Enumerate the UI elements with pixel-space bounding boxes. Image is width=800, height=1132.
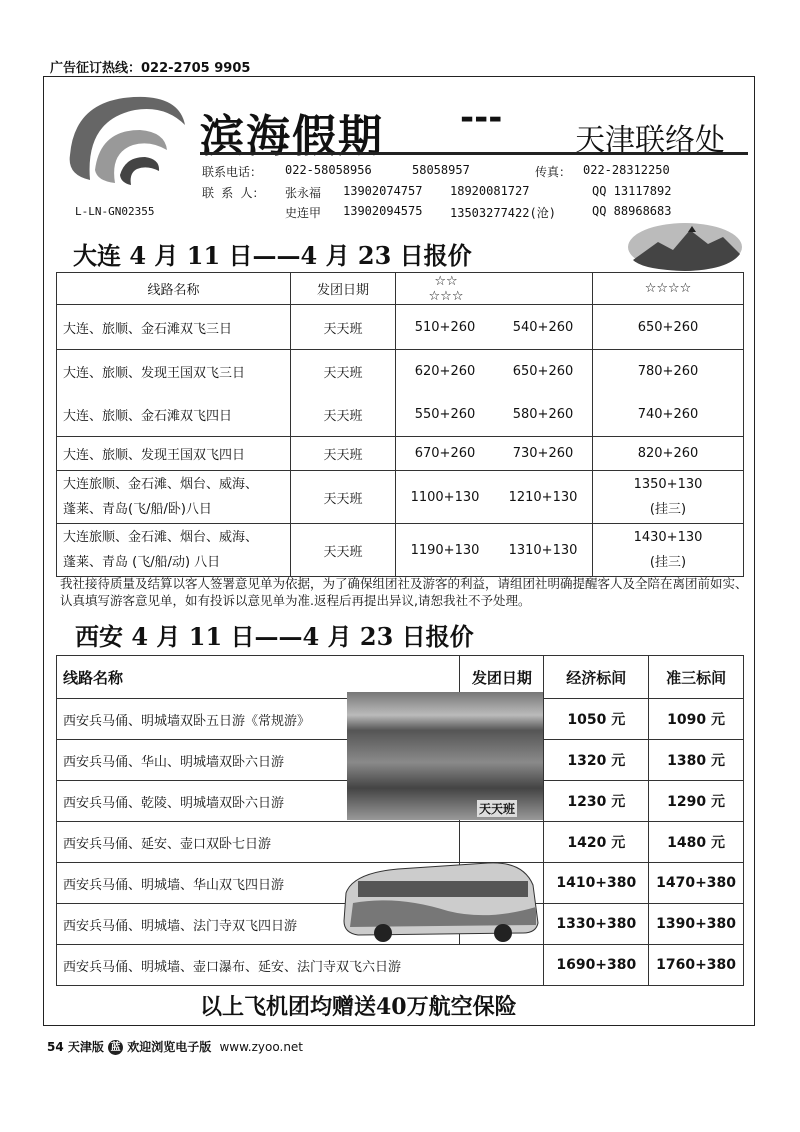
route-cell: 西安兵马俑、明城墙、法门寺双飞四日游 xyxy=(57,904,460,945)
route-cell: 西安兵马俑、明城墙、华山双飞四日游 xyxy=(57,863,460,904)
price-cell: 650+260 xyxy=(494,350,593,394)
date-cell: 天天班 xyxy=(291,305,396,350)
price-cell: 1210+130 xyxy=(494,471,593,524)
header-two-star: ☆☆ xyxy=(434,273,458,289)
route-cell xyxy=(57,524,291,577)
xian-section-title: 西安 4 月 11 日——4 月 23 日报价 xyxy=(75,622,474,651)
date-cell: 天天班 xyxy=(291,394,396,437)
table-row xyxy=(57,524,744,577)
standard-price: 1090 元 xyxy=(649,699,744,740)
date-cell: 天天班 xyxy=(291,524,396,577)
dalian-price-table xyxy=(56,272,744,577)
route-cell: 大连、旅顺、金石滩双飞三日 xyxy=(57,305,291,350)
office-subtitle: 天津联络处 xyxy=(575,123,725,158)
ad-hotline: 广告征订热线：022-2705 9905 xyxy=(50,61,251,76)
date-cell: 天天班 xyxy=(291,437,396,471)
header-route: 线路名称 xyxy=(57,656,460,699)
economy-price: 1690+380 xyxy=(544,945,649,986)
header-economy: 经济标间 xyxy=(544,656,649,699)
swirl-logo xyxy=(55,85,190,190)
economy-price: 1050 元 xyxy=(544,699,649,740)
header-date: 发团日期 xyxy=(460,656,544,699)
route-cell: 大连、旅顺、发现王国双飞四日 xyxy=(57,437,291,471)
page-number: 54 天津版 xyxy=(47,1040,104,1054)
route-cell: 西安兵马俑、乾陵、明城墙双卧六日游 xyxy=(57,781,460,822)
standard-price: 1290 元 xyxy=(649,781,744,822)
economy-price: 1410+380 xyxy=(544,863,649,904)
price-value: 1430+130 xyxy=(633,530,703,545)
contact-mobile: 13503277422(沧) xyxy=(450,206,556,220)
route-cell: 西安兵马俑、华山、明城墙双卧六日游 xyxy=(57,740,460,781)
header-date: 发团日期 xyxy=(291,273,396,305)
bus-photo xyxy=(338,855,548,943)
table-row xyxy=(57,305,744,350)
economy-price: 1420 元 xyxy=(544,822,649,863)
header-three-star: ☆☆☆ xyxy=(428,288,464,304)
header-four-star: ☆☆☆☆ xyxy=(593,273,744,305)
route-cell: 西安兵马俑、延安、壶口双卧七日游 xyxy=(57,822,460,863)
price-cell: 670+260 xyxy=(396,437,495,471)
phone-1: 022-58058956 xyxy=(285,163,372,177)
table-row xyxy=(57,350,744,394)
standard-price: 1470+380 xyxy=(649,863,744,904)
table-row xyxy=(57,471,744,524)
price-cell: 650+260 xyxy=(593,305,744,350)
edition-badge-icon: 蓝 xyxy=(108,1040,123,1055)
standard-price: 1480 元 xyxy=(649,822,744,863)
price-cell: 740+260 xyxy=(593,394,744,437)
standard-price: 1390+380 xyxy=(649,904,744,945)
route-cell: 大连、旅顺、金石滩双飞四日 xyxy=(57,394,291,437)
footer-text: 欢迎浏览电子版 xyxy=(127,1040,212,1054)
license-number: L-LN-GN02355 xyxy=(75,205,155,218)
contact-mobile: 13902094575 xyxy=(343,204,423,218)
price-cell xyxy=(593,471,744,524)
economy-price: 1320 元 xyxy=(544,740,649,781)
fax-label: 传真： xyxy=(535,165,572,179)
footer-url[interactable]: www.zyoo.net xyxy=(219,1040,304,1054)
economy-price: 1330+380 xyxy=(544,904,649,945)
contact-mobile: 18920081727 xyxy=(450,184,530,198)
price-cell: 1100+130 xyxy=(396,471,495,524)
price-cell: 780+260 xyxy=(593,350,744,394)
table-row xyxy=(57,394,744,437)
price-cell: 540+260 xyxy=(494,305,593,350)
table-row xyxy=(57,437,744,471)
price-note: (挂三) xyxy=(649,555,687,570)
table-row xyxy=(57,945,744,986)
route-line: 蓬莱、青岛(飞/船/卧)八日 xyxy=(63,502,212,517)
price-cell: 1190+130 xyxy=(396,524,495,577)
contact-qq: QQ 13117892 xyxy=(592,184,672,198)
route-line: 蓬莱、青岛 (飞/船/动) 八日 xyxy=(63,555,221,570)
standard-price: 1760+380 xyxy=(649,945,744,986)
contact-mobile: 13902074757 xyxy=(343,184,423,198)
route-line: 大连旅顺、金石滩、烟台、威海、 xyxy=(63,477,259,492)
price-cell: 580+260 xyxy=(494,394,593,437)
title-dash: --- xyxy=(460,98,503,138)
mountain-photo xyxy=(628,222,743,272)
price-note: (挂三) xyxy=(649,502,687,517)
price-cell: 620+260 xyxy=(396,350,495,394)
dalian-section-title: 大连 4 月 11 日——4 月 23 日报价 xyxy=(73,241,472,270)
phone-2: 58058957 xyxy=(412,163,470,177)
terracotta-army-photo xyxy=(347,692,543,820)
route-cell: 西安兵马俑、明城墙、壶口瀑布、延安、法门寺双飞六日游 xyxy=(57,945,544,986)
insurance-banner: 以上飞机团均赠送40万航空保险 xyxy=(200,994,517,1020)
economy-price: 1230 元 xyxy=(544,781,649,822)
standard-price: 1380 元 xyxy=(649,740,744,781)
price-cell: 550+260 xyxy=(396,394,495,437)
route-cell xyxy=(57,471,291,524)
header-standard: 准三标间 xyxy=(649,656,744,699)
fax-number: 022-28312250 xyxy=(583,163,670,177)
brand-title: 滨海假期 xyxy=(200,111,384,162)
contact-label: 联 系 人： xyxy=(202,186,265,200)
contact-name: 史连甲 xyxy=(285,206,322,220)
settlement-note: 我社接待质量及结算以客人签署意见单为依据，为了确保组团社及游客的利益，请组团社明确提醒客人及全陪在离团前如实、认真填写游客意见单，如有投诉以意见单为准.返程后再提出异议,请恕我社不予处理。 xyxy=(60,576,748,608)
route-cell: 西安兵马俑、明城墙双卧五日游《常规游》 xyxy=(57,699,460,740)
price-cell xyxy=(593,524,744,577)
price-cell: 730+260 xyxy=(494,437,593,471)
contact-qq: QQ 88968683 xyxy=(592,204,672,218)
price-cell: 510+260 xyxy=(396,305,495,350)
daily-label: 天天班 xyxy=(479,802,516,816)
phone-label: 联系电话： xyxy=(202,165,263,179)
price-cell: 1310+130 xyxy=(494,524,593,577)
price-cell: 820+260 xyxy=(593,437,744,471)
route-line: 大连旅顺、金石滩、烟台、威海、 xyxy=(63,530,259,545)
date-cell: 天天班 xyxy=(291,350,396,394)
page-footer xyxy=(47,1038,303,1055)
title-underline xyxy=(200,152,748,155)
header-route: 线路名称 xyxy=(57,273,291,305)
route-cell: 大连、旅顺、发现王国双飞三日 xyxy=(57,350,291,394)
header-stars xyxy=(396,273,593,305)
contact-name: 张永福 xyxy=(285,186,322,200)
price-value: 1350+130 xyxy=(633,477,703,492)
date-cell: 天天班 xyxy=(291,471,396,524)
